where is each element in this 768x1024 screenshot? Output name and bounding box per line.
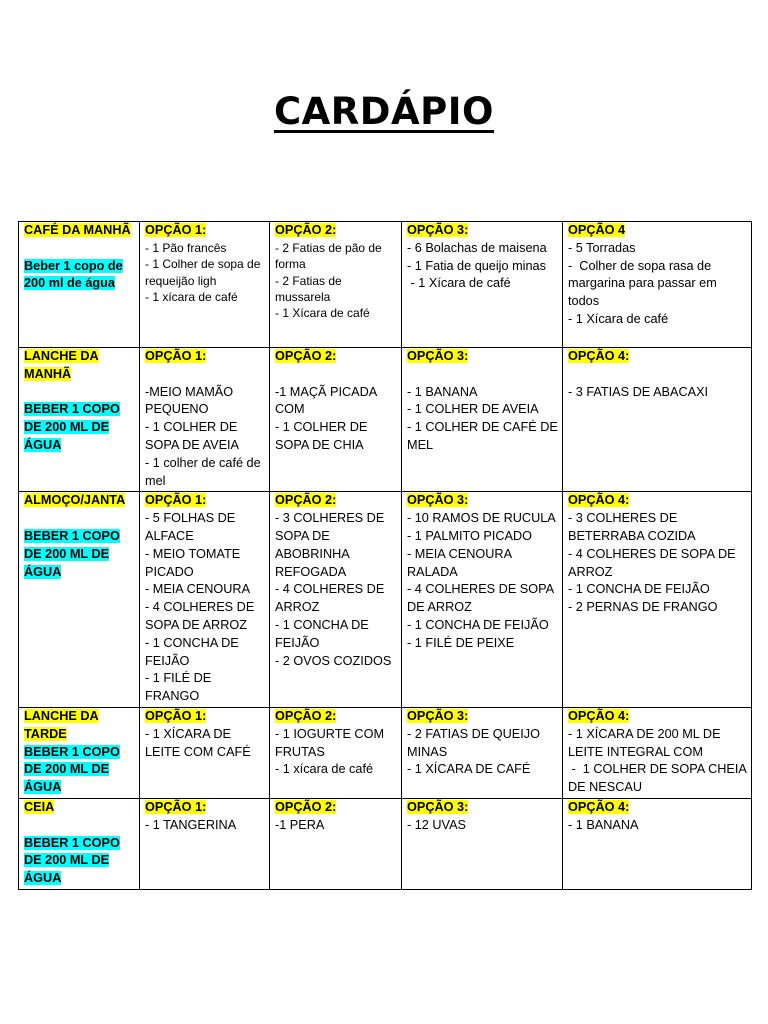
water-note-block xyxy=(24,744,135,797)
option-cell xyxy=(140,707,270,798)
option-label: OPÇÃO 3: xyxy=(407,799,469,814)
option-label: OPÇÃO 1: xyxy=(145,349,207,363)
menu-item: - 1 COLHER DE CAFÉ DE MEL xyxy=(407,420,562,452)
menu-item: - 1 XÍCARA DE 200 ML DE LEITE INTEGRAL COM xyxy=(568,726,725,759)
menu-item: - 1 Fatia de queijo minas xyxy=(407,258,546,273)
menu-item: - MEIO TOMATE PICADO xyxy=(145,546,244,579)
menu-item: - 2 OVOS COZIDOS xyxy=(275,653,392,668)
meal-cell xyxy=(19,222,140,348)
menu-item: - 3 COLHERES DE SOPA DE ABOBRINHA REFOGADA xyxy=(275,511,388,579)
menu-item: - 1 COLHER DE SOPA DE AVEIA xyxy=(145,420,241,452)
meal-name-block xyxy=(24,799,135,817)
menu-item: - 1 Xícara de café xyxy=(407,276,511,291)
menu-item: - 4 COLHERES DE SOPA DE ARROZ xyxy=(145,600,258,632)
meal-name: CEIA xyxy=(24,799,55,814)
water-note: BEBER 1 COPO DE 200 ML DE ÁGUA xyxy=(24,835,120,886)
meal-name: CAFÉ DA MANHÃ xyxy=(24,223,131,237)
meal-row xyxy=(19,707,752,798)
menu-item: - 1 xícara de café xyxy=(145,290,238,305)
spacer xyxy=(568,366,747,384)
option-cell xyxy=(270,492,402,708)
option-label-line xyxy=(407,492,558,510)
menu-item: - 1 CONCHA DE FEIJÃO xyxy=(568,582,710,597)
menu-item: - 2 Fatias de mussarela xyxy=(275,273,346,305)
option-label-line xyxy=(568,348,747,366)
menu-item: -1 MAÇÃ PICADA COM xyxy=(275,384,381,417)
menu-item: - 1 TANGERINA xyxy=(145,817,237,832)
menu-item: -1 PERA xyxy=(275,817,325,832)
menu-item: - 3 COLHERES DE BETERRABA COZIDA xyxy=(568,511,696,543)
option-label-line xyxy=(275,348,397,366)
option-label-line xyxy=(145,348,265,366)
menu-item: - 1 FILÉ DE PEIXE xyxy=(407,635,515,650)
option-cell xyxy=(563,707,752,798)
menu-item: -MEIO MAMÃO PEQUENO xyxy=(145,384,237,417)
option-label: OPÇÃO 2: xyxy=(275,349,337,363)
option-label: OPÇÃO 2: xyxy=(275,493,337,508)
spacer xyxy=(407,366,558,384)
option-label: OPÇÃO 4: xyxy=(568,799,630,814)
menu-item: - MEIA CENOURA RALADA xyxy=(407,546,515,579)
water-note-block xyxy=(24,528,135,581)
option-label-line xyxy=(145,222,265,240)
menu-item: - 2 FATIAS DE QUEIJO MINAS xyxy=(407,726,544,759)
option-cell xyxy=(140,348,270,492)
menu-table xyxy=(18,221,752,890)
option-label-line xyxy=(568,799,747,817)
menu-item: - 1 FILÉ DE FRANGO xyxy=(145,671,215,704)
menu-item: - Colher de sopa rasa de margarina para passar em todos xyxy=(568,258,721,309)
menu-item: - 4 COLHERES DE SOPA DE ARROZ xyxy=(407,582,557,615)
option-label-line xyxy=(275,708,397,726)
meal-row xyxy=(19,798,752,889)
menu-item: - 1 Colher de sopa de requeijão ligh xyxy=(145,257,264,288)
menu-item: - 1 COLHER DE SOPA CHEIA DE NESCAU xyxy=(568,762,750,795)
meal-name: LANCHE DA TARDE xyxy=(24,708,99,741)
option-cell xyxy=(140,798,270,889)
option-cell xyxy=(270,348,402,492)
spacer xyxy=(275,366,397,384)
menu-item: - 1 BANANA xyxy=(407,384,478,399)
spacer xyxy=(24,817,135,835)
menu-item: - 1 COLHER DE SOPA DE CHIA xyxy=(275,420,371,452)
menu-item: - 1 IOGURTE COM FRUTAS xyxy=(275,726,388,759)
option-label: OPÇÃO 3: xyxy=(407,223,469,237)
option-label-line xyxy=(568,708,747,726)
meal-row xyxy=(19,348,752,492)
menu-item: - 5 FOLHAS DE ALFACE xyxy=(145,511,239,543)
option-label: OPÇÃO 1: xyxy=(145,493,207,508)
option-label: OPÇÃO 1: xyxy=(145,708,207,723)
spacer xyxy=(24,240,135,258)
option-label-line xyxy=(275,492,397,510)
meal-cell xyxy=(19,348,140,492)
menu-item: - 1 XÍCARA DE CAFÉ xyxy=(407,762,531,777)
menu-item: - 1 CONCHA DE FEIJÃO xyxy=(275,617,373,650)
menu-item: - 2 Fatias de pão de forma xyxy=(275,240,386,272)
meal-cell xyxy=(19,707,140,798)
menu-item: - 5 Torradas xyxy=(568,240,636,255)
option-label: OPÇÃO 4: xyxy=(568,493,630,508)
option-cell xyxy=(402,492,563,708)
water-note: BEBER 1 COPO DE 200 ML DE ÁGUA xyxy=(24,744,120,795)
option-label: OPÇÃO 3: xyxy=(407,708,469,723)
option-label: OPÇÃO 1: xyxy=(145,799,207,814)
option-label: OPÇÃO 3: xyxy=(407,349,469,363)
menu-item: - 1 BANANA xyxy=(568,817,639,832)
meal-name-block xyxy=(24,222,135,240)
option-cell xyxy=(402,707,563,798)
option-label: OPÇÃO 4: xyxy=(568,349,630,363)
meal-name: LANCHE DA MANHÃ xyxy=(24,349,99,381)
option-cell xyxy=(140,492,270,708)
option-label: OPÇÃO 4: xyxy=(568,708,630,723)
menu-item: - 1 xícara de café xyxy=(275,762,374,777)
option-cell xyxy=(402,222,563,348)
option-cell xyxy=(402,798,563,889)
menu-item: - 12 UVAS xyxy=(407,817,466,832)
water-note: Beber 1 copo de 200 ml de água xyxy=(24,258,123,291)
water-note: BEBER 1 COPO DE 200 ML DE ÁGUA xyxy=(24,402,120,452)
option-label-line xyxy=(145,799,265,817)
meal-name-block xyxy=(24,492,135,510)
water-note-block xyxy=(24,258,135,294)
option-label: OPÇÃO 2: xyxy=(275,223,337,237)
option-label-line xyxy=(568,492,747,510)
water-note-block xyxy=(24,401,135,454)
meal-name-block xyxy=(24,708,135,744)
option-label-line xyxy=(275,799,397,817)
option-label: OPÇÃO 2: xyxy=(275,708,337,723)
option-cell xyxy=(270,222,402,348)
menu-item: - 1 XÍCARA DE LEITE COM CAFÉ xyxy=(145,726,251,759)
menu-item: - 4 COLHERES DE ARROZ xyxy=(275,582,388,615)
spacer xyxy=(145,366,265,384)
meal-name-block xyxy=(24,348,135,384)
menu-item: - 1 PALMITO PICADO xyxy=(407,528,533,543)
option-label-line xyxy=(407,348,558,366)
menu-item: - MEIA CENOURA xyxy=(145,582,251,597)
menu-item: - 3 FATIAS DE ABACAXI xyxy=(568,384,709,399)
menu-item: - 1 CONCHA DE FEIJÃO xyxy=(145,635,243,668)
menu-item: - 6 Bolachas de maisena xyxy=(407,240,547,255)
option-cell xyxy=(563,348,752,492)
option-cell xyxy=(563,222,752,348)
water-note-block xyxy=(24,835,135,888)
option-label-line xyxy=(145,492,265,510)
option-label: OPÇÃO 4 xyxy=(568,223,626,237)
menu-item: - 1 CONCHA DE FEIJÃO xyxy=(407,617,549,632)
page-title-text: CARDÁPIO xyxy=(274,90,494,133)
water-note: BEBER 1 COPO DE 200 ML DE ÁGUA xyxy=(24,528,120,579)
option-cell xyxy=(140,222,270,348)
option-label-line xyxy=(407,799,558,817)
option-cell xyxy=(563,798,752,889)
page-title xyxy=(0,90,768,133)
menu-item: - 1 Pão francês xyxy=(145,240,227,255)
option-cell xyxy=(270,707,402,798)
option-cell xyxy=(402,348,563,492)
option-label-line xyxy=(407,708,558,726)
menu-item: - 1 Xícara de café xyxy=(275,306,370,321)
option-label-line xyxy=(145,708,265,726)
spacer xyxy=(24,510,135,528)
menu-item: - 10 RAMOS DE RUCULA xyxy=(407,511,556,526)
menu-item: - 4 COLHERES DE SOPA DE ARROZ xyxy=(568,546,739,579)
menu-item: - 2 PERNAS DE FRANGO xyxy=(568,600,718,615)
option-label-line xyxy=(275,222,397,240)
meal-row xyxy=(19,492,752,708)
meal-name: ALMOÇO/JANTA xyxy=(24,493,126,508)
meal-row xyxy=(19,222,752,348)
menu-item: - 1 COLHER DE AVEIA xyxy=(407,402,539,417)
option-label: OPÇÃO 2: xyxy=(275,799,337,814)
option-label: OPÇÃO 3: xyxy=(407,493,469,508)
menu-item: - 1 Xícara de café xyxy=(568,311,669,326)
meal-cell xyxy=(19,492,140,708)
option-label: OPÇÃO 1: xyxy=(145,223,207,237)
option-cell xyxy=(563,492,752,708)
option-label-line xyxy=(407,222,558,240)
meal-cell xyxy=(19,798,140,889)
option-label-line xyxy=(568,222,747,240)
menu-item: - 1 colher de café de mel xyxy=(145,455,265,488)
spacer xyxy=(24,384,135,402)
option-cell xyxy=(270,798,402,889)
